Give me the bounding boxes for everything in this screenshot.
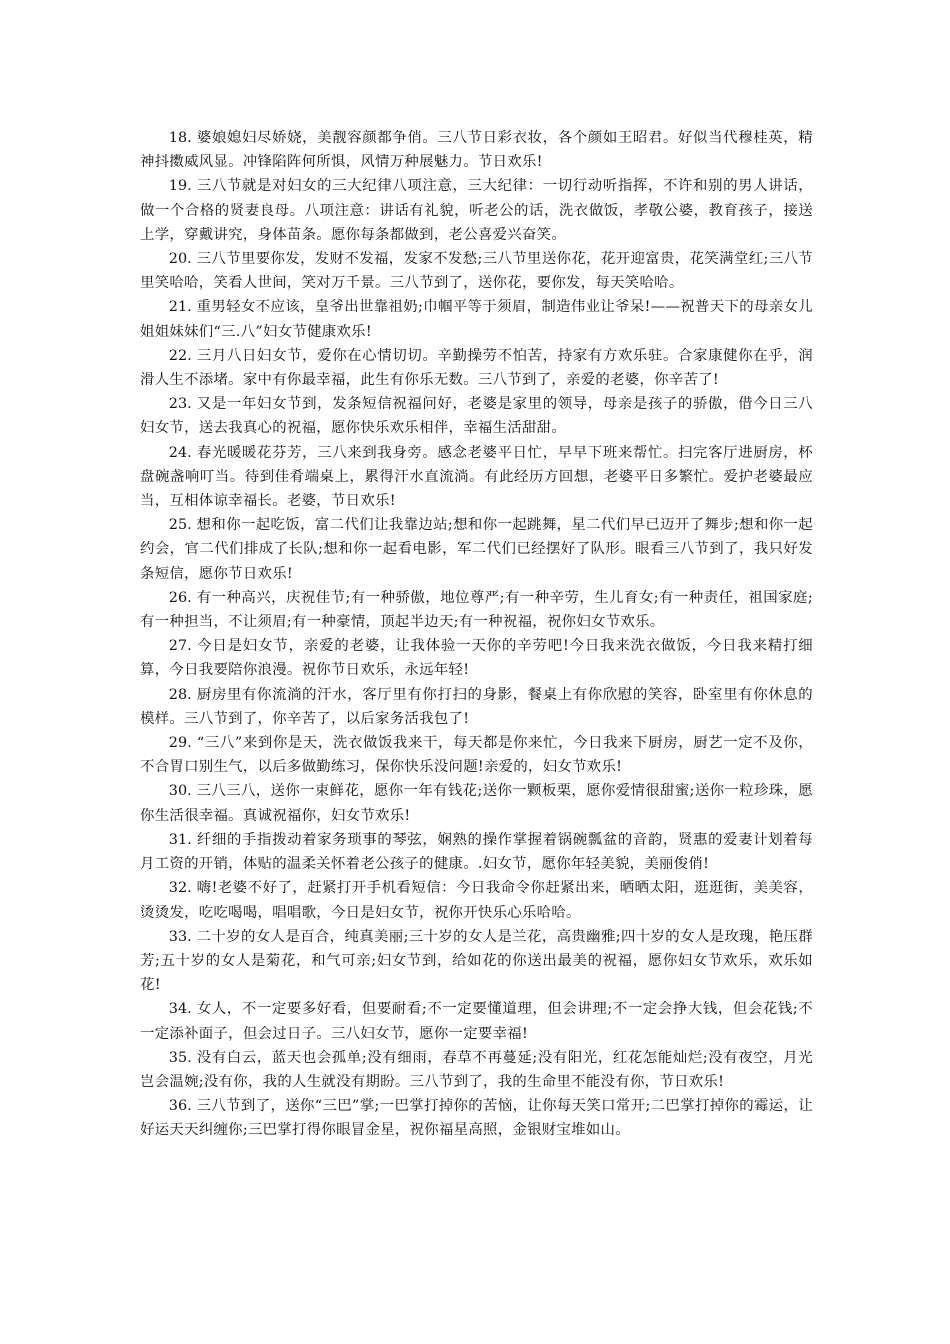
- paragraph-number: 32.: [168, 880, 192, 897]
- paragraph: [140, 126, 813, 174]
- paragraph-text: 三月八日妇女节，爱你在心情切切。辛勤操劳不怕苦，持家有方欢乐驻。合家康健你在乎，润滑人生不添堵。家中有你最幸福，此生有你乐无数。三八节到了，亲爱的老婆，你辛苦了!: [140, 347, 813, 389]
- paragraph: [140, 392, 813, 440]
- paragraph-text: 春光暖暖花芬芳，三八来到我身旁。感念老婆平日忙，早早下班来帮忙。扫完客厅进厨房，杯盘碗盏响叮当。待到佳肴端桌上，累得汗水直流淌。有此经历方回想，老婆平日多繁忙。爱护老婆最应当，互相体谅幸福长。老婆，节日欢乐!: [140, 444, 813, 510]
- paragraph-text: 又是一年妇女节到，发条短信祝福问好，老婆是家里的领导，母亲是孩子的骄傲，借今日三八妇女节，送去我真心的祝福，愿你快乐欢乐相伴，幸福生活甜甜。: [140, 396, 813, 437]
- paragraph-number: 19.: [168, 178, 192, 195]
- paragraph-number: 18.: [168, 130, 192, 146]
- paragraph-text: 三八节到了，送你“三巴”掌;一巴掌打掉你的苦恼，让你每天笑口常开;二巴掌打掉你的霉运，让好运天天纠缠你;三巴掌打得你眼冒金星，祝你福星高照，金银财宝堆如山。: [140, 1098, 813, 1139]
- paragraph-text: 厨房里有你流淌的汗水，客厅里有你打扫的身影，餐桌上有你欣慰的笑容，卧室里有你休息的模样。三八节到了，你辛苦了，以后家务活我包了!: [140, 686, 813, 727]
- paragraph: [140, 925, 813, 998]
- paragraph-text: 今日是妇女节，亲爱的老婆，让我体验一天你的辛劳吧!今日我来洗衣做饭，今日我来精打细算，今日我要陪你浪漫。祝你节日欢乐，永远年轻!: [140, 638, 814, 679]
- paragraph: [140, 779, 813, 827]
- paragraph-text: 女人，不一定要多好看，但要耐看;不一定要懂道理，但会讲理;不一定会挣大钱，但会花钱;不一定添补面子，但会过日子。三八妇女节，愿你一定要幸福!: [140, 1001, 813, 1042]
- paragraph: [140, 876, 813, 924]
- paragraph: [140, 247, 813, 295]
- paragraph: [140, 1094, 813, 1142]
- paragraph-text: 婆娘媳妇尽娇娆，美靓容颜都争俏。三八节日彩衣妆，各个颜如王昭君。好似当代穆桂英，精神抖擞威风显。冲锋陷阵何所惧，风情万种展魅力。节日欢乐!: [140, 130, 813, 171]
- paragraph-text: 二十岁的女人是百合，纯真美丽;三十岁的女人是兰花，高贵幽雅;四十岁的女人是玫瑰，艳压群芳;五十岁的女人是菊花，和气可亲;妇女节到，给如花的你送出最美的祝福，愿你妇女节欢乐，欢乐如花!: [140, 928, 813, 994]
- paragraph-number: 25.: [168, 517, 192, 534]
- paragraph-number: 28.: [168, 686, 192, 703]
- paragraph-text: 嗨!老婆不好了，赶紧打开手机看短信：今日我命令你赶紧出来，晒晒太阳，逛逛街，美美容，烫烫发，吃吃喝喝，唱唱歌，今日是妇女节，祝你开快乐心乐哈哈。: [140, 880, 814, 921]
- paragraph-text: 三八节就是对妇女的三大纪律八项注意，三大纪律：一切行动听指挥，不许和别的男人讲话，做一个合格的贤妻良母。八项注意：讲话有礼貌，听老公的话，洗衣做饭，孝敬公婆，教育孩子，接送上学，穿戴讲究，身体苗条。愿你每条都做到，老公喜爱兴奋笑。: [140, 178, 813, 243]
- paragraph-text: 纤细的手指拨动着家务琐事的琴弦，娴熟的操作掌握着锅碗瓢盆的音韵，贤惠的爱妻计划着每月工资的开销，体贴的温柔关怀着老公孩子的健康。.妇女节，愿你年轻美貌，美丽俊俏!: [140, 831, 813, 873]
- paragraph: [140, 174, 813, 247]
- paragraph: [140, 586, 813, 634]
- paragraph: [140, 683, 813, 731]
- paragraph-text: 重男轻女不应该，皇爷出世靠祖奶;巾帼平等于须眉，制造伟业让爷呆!——祝普天下的母亲女儿姐姐妹妹们“三.八”妇女节健康欢乐!: [140, 299, 813, 340]
- paragraph: [140, 295, 813, 343]
- paragraph-number: 24.: [168, 444, 192, 461]
- paragraph-number: 27.: [168, 638, 192, 655]
- paragraph: [140, 634, 813, 682]
- paragraph-text: 想和你一起吃饭，富二代们让我靠边站;想和你一起跳舞，星二代们早已迈开了舞步;想和你一起约会，官二代们排成了长队;想和你一起看电影，军二代们已经摆好了队形。眼看三八节到了，我只好发条短信，愿你节日欢乐!: [140, 517, 813, 582]
- paragraph-number: 23.: [168, 396, 192, 413]
- paragraph: [140, 513, 813, 586]
- paragraph-number: 29.: [168, 735, 192, 752]
- paragraph: [140, 441, 813, 514]
- paragraph-number: 35.: [168, 1049, 192, 1066]
- paragraph: [140, 828, 813, 876]
- paragraph-text: 有一种高兴，庆祝佳节;有一种骄傲，地位尊严;有一种辛劳，生儿育女;有一种责任，祖国家庭;有一种担当，不让须眉;有一种豪情，顶起半边天;有一种祝福，祝你妇女节欢乐。: [140, 589, 813, 631]
- paragraph-number: 26.: [168, 589, 192, 606]
- paragraph: [140, 1046, 813, 1094]
- paragraph-text: 三八三八，送你一束鲜花，愿你一年有钱花;送你一颗板栗，愿你爱情很甜蜜;送你一粒珍珠，愿你生活很幸福。真诚祝福你，妇女节欢乐!: [140, 783, 813, 824]
- paragraph-number: 21.: [168, 299, 192, 316]
- paragraph-number: 22.: [168, 347, 192, 364]
- paragraph: [140, 731, 813, 779]
- paragraph-number: 34.: [168, 1001, 192, 1018]
- paragraph-text: 三八节里要你发，发财不发福，发家不发愁;三八节里送你花，花开迎富贵，花笑满堂红;三八节里笑哈哈，笑看人世间，笑对万千景。三八节到了，送你花，要你发，每天笑哈哈。: [140, 251, 813, 292]
- document-body: [140, 126, 813, 1143]
- paragraph-number: 30.: [168, 783, 192, 800]
- paragraph-number: 31.: [168, 831, 192, 848]
- paragraph-text: 没有白云，蓝天也会孤单;没有细雨，春草不再蔓延;没有阳光，红花怎能灿烂;没有夜空，月光岂会温婉;没有你，我的人生就没有期盼。三八节到了，我的生命里不能没有你，节日欢乐!: [140, 1049, 813, 1090]
- paragraph: [140, 997, 813, 1045]
- paragraph-text: “三八”来到你是天，洗衣做饭我来干，每天都是你来忙，今日我来下厨房，厨艺一定不及你，不合胃口别生气，以后多做勤练习，保你快乐没问题!亲爱的，妇女节欢乐!: [140, 735, 813, 776]
- paragraph-number: 36.: [168, 1098, 192, 1115]
- paragraph-number: 33.: [168, 928, 192, 945]
- paragraph-number: 20.: [168, 251, 192, 268]
- paragraph: [140, 344, 813, 392]
